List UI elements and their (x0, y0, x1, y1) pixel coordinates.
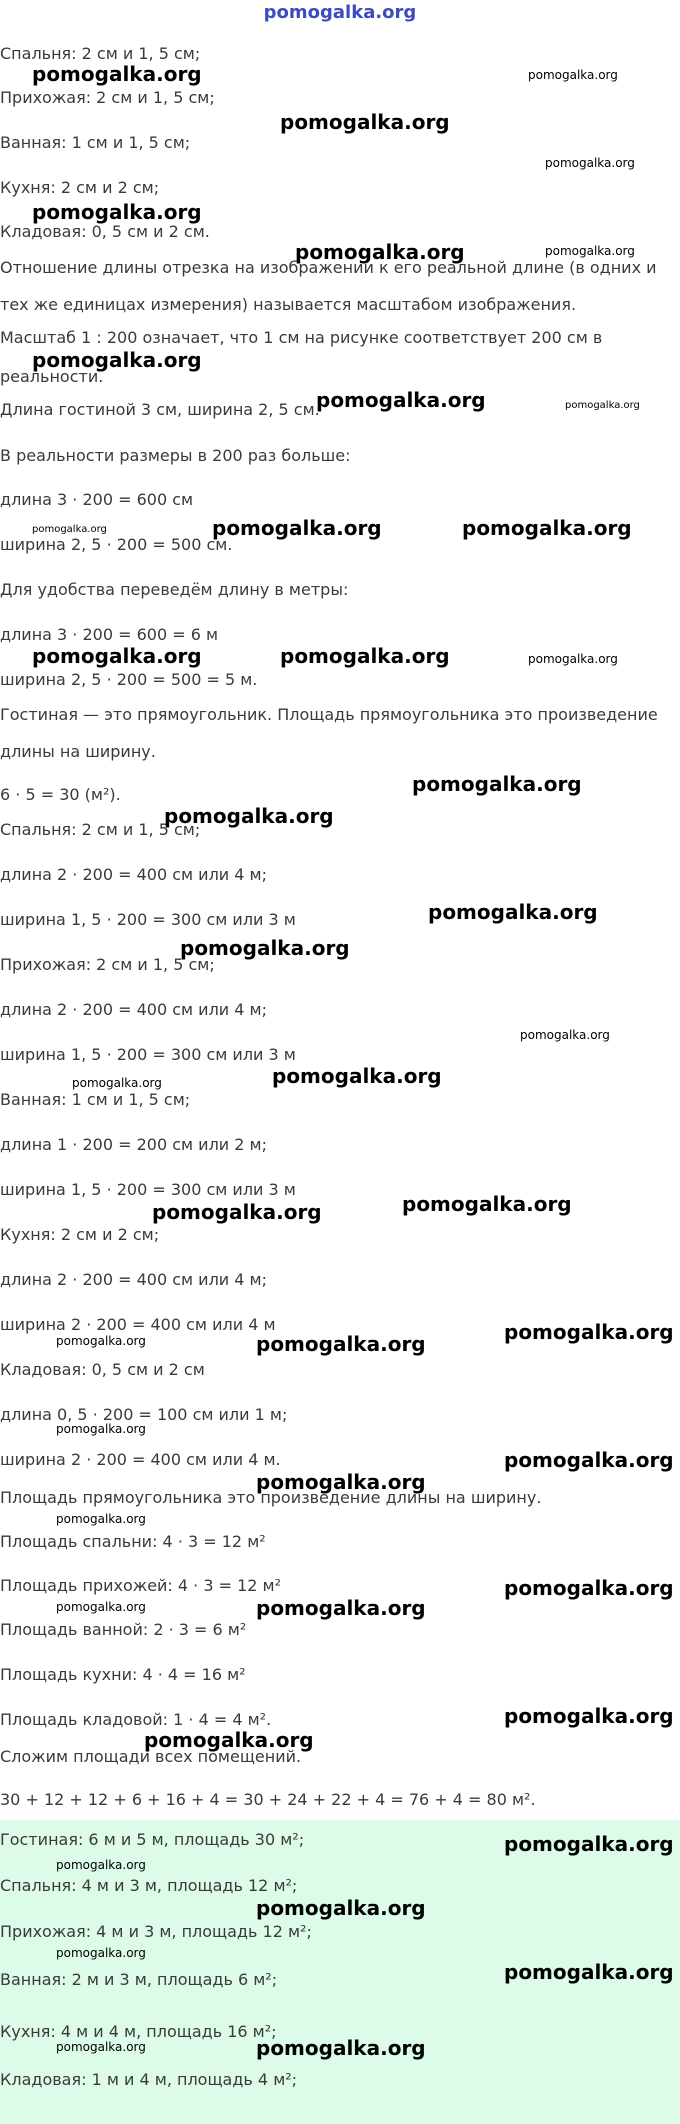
watermark: pomogalka.org (152, 1200, 322, 1224)
text-line: длина 3 · 200 = 600 см (0, 490, 194, 509)
text-line: Площадь кладовой: 1 · 4 = 4 м². (0, 1710, 272, 1729)
watermark: pomogalka.org (504, 1832, 674, 1856)
watermark: pomogalka.org (316, 388, 486, 412)
text-line: 30 + 12 + 12 + 6 + 16 + 4 = 30 + 24 + 22 + 4 = 76 + 4 = 80 м². (0, 1790, 536, 1809)
watermark: pomogalka.org (56, 1334, 146, 1348)
watermark: pomogalka.org (212, 516, 382, 540)
text-line: Спальня: 2 см и 1, 5 см; (0, 44, 201, 63)
watermark: pomogalka.org (412, 772, 582, 796)
text-line: длины на ширину. (0, 742, 156, 761)
text-line: длина 2 · 200 = 400 см или 4 м; (0, 865, 268, 884)
text-line: Кладовая: 0, 5 см и 2 см. (0, 222, 210, 241)
text-line: Гостиная — это прямоугольник. Площадь прямоугольника это произведение (0, 705, 658, 724)
watermark: pomogalka.org (402, 1192, 572, 1216)
text-line: тех же единицах измерения) называется масштабом изображения. (0, 295, 577, 314)
text-line: 6 · 5 = 30 (м²). (0, 785, 121, 804)
text-line: ширина 2 · 200 = 400 см или 4 м (0, 1315, 276, 1334)
answer-line: Кладовая: 1 м и 4 м, площадь 4 м²; (0, 2070, 298, 2089)
text-line: Длина гостиной 3 см, ширина 2, 5 см. (0, 400, 320, 419)
text-line: длина 0, 5 · 200 = 100 см или 1 м; (0, 1405, 288, 1424)
watermark: pomogalka.org (504, 1448, 674, 1472)
text-line: В реальности размеры в 200 раз больше: (0, 446, 351, 465)
text-line: Прихожая: 2 см и 1, 5 см; (0, 955, 215, 974)
watermark: pomogalka.org (164, 804, 334, 828)
watermark: pomogalka.org (56, 1422, 146, 1436)
watermark: pomogalka.org (56, 1512, 146, 1526)
watermark: pomogalka.org (280, 110, 450, 134)
text-line: реальности. (0, 367, 104, 386)
text-line: Площадь ванной: 2 · 3 = 6 м² (0, 1620, 247, 1639)
text-line: длина 1 · 200 = 200 см или 2 м; (0, 1135, 268, 1154)
text-line: Сложим площади всех помещений. (0, 1747, 302, 1766)
watermark: pomogalka.org (545, 156, 635, 170)
text-line: Площадь прихожей: 4 · 3 = 12 м² (0, 1576, 282, 1595)
watermark: pomogalka.org (565, 400, 640, 411)
watermark: pomogalka.org (462, 516, 632, 540)
watermark: pomogalka.org (256, 1596, 426, 1620)
text-line: Площадь прямоугольника это произведение длины на ширину. (0, 1488, 542, 1507)
watermark: pomogalka.org (280, 644, 450, 668)
text-line: ширина 1, 5 · 200 = 300 см или 3 м (0, 1045, 296, 1064)
watermark: pomogalka.org (504, 1960, 674, 1984)
text-line: Площадь кухни: 4 · 4 = 16 м² (0, 1665, 246, 1684)
watermark: pomogalka.org (72, 1076, 162, 1090)
text-line: ширина 2 · 200 = 400 см или 4 м. (0, 1450, 281, 1469)
watermark: pomogalka.org (56, 1600, 146, 1614)
watermark: pomogalka.org (520, 1028, 610, 1042)
text-line: длина 2 · 200 = 400 см или 4 м; (0, 1270, 268, 1289)
text-line: Ванная: 1 см и 1, 5 см; (0, 133, 191, 152)
watermark: pomogalka.org (256, 1896, 426, 1920)
answer-line: Прихожая: 4 м и 3 м, площадь 12 м²; (0, 1922, 312, 1941)
watermark: pomogalka.org (32, 644, 202, 668)
text-line: ширина 1, 5 · 200 = 300 см или 3 м (0, 1180, 296, 1199)
answer-line: Спальня: 4 м и 3 м, площадь 12 м²; (0, 1876, 298, 1895)
site-logo[interactable]: pomogalka.org (263, 2, 417, 23)
watermark: pomogalka.org (180, 936, 350, 960)
watermark: pomogalka.org (56, 1858, 146, 1872)
watermark: pomogalka.org (144, 1728, 314, 1752)
watermark: pomogalka.org (32, 524, 107, 535)
watermark: pomogalka.org (272, 1064, 442, 1088)
text-line: Кухня: 2 см и 2 см; (0, 1225, 160, 1244)
text-line: Площадь спальни: 4 · 3 = 12 м² (0, 1532, 266, 1551)
text-line: Кухня: 2 см и 2 см; (0, 178, 160, 197)
text-line: Для удобства переведём длину в метры: (0, 580, 349, 599)
watermark: pomogalka.org (504, 1320, 674, 1344)
watermark: pomogalka.org (256, 2036, 426, 2060)
text-line: Масштаб 1 : 200 означает, что 1 см на рисунке соответствует 200 см в (0, 328, 603, 347)
watermark: pomogalka.org (56, 2040, 146, 2054)
watermark: pomogalka.org (32, 62, 202, 86)
watermark: pomogalka.org (295, 240, 465, 264)
watermark: pomogalka.org (528, 652, 618, 666)
watermark: pomogalka.org (256, 1332, 426, 1356)
answer-line: Гостиная: 6 м и 5 м, площадь 30 м²; (0, 1830, 305, 1849)
watermark: pomogalka.org (32, 348, 202, 372)
watermark: pomogalka.org (504, 1704, 674, 1728)
text-line: Прихожая: 2 см и 1, 5 см; (0, 88, 215, 107)
text-line: Спальня: 2 см и 1, 5 см; (0, 820, 201, 839)
watermark: pomogalka.org (56, 1946, 146, 1960)
text-line: ширина 2, 5 · 200 = 500 = 5 м. (0, 670, 258, 689)
watermark: pomogalka.org (504, 1576, 674, 1600)
text-line: Ванная: 1 см и 1, 5 см; (0, 1090, 191, 1109)
answer-line: Кухня: 4 м и 4 м, площадь 16 м²; (0, 2022, 277, 2041)
watermark: pomogalka.org (545, 244, 635, 258)
text-line: Отношение длины отрезка на изображении к его реальной длине (в одних и (0, 258, 657, 277)
text-line: длина 2 · 200 = 400 см или 4 м; (0, 1000, 268, 1019)
text-line: длина 3 · 200 = 600 = 6 м (0, 625, 219, 644)
answer-line: Ванная: 2 м и 3 м, площадь 6 м²; (0, 1970, 278, 1989)
watermark: pomogalka.org (428, 900, 598, 924)
text-line: Кладовая: 0, 5 см и 2 см (0, 1360, 205, 1379)
watermark: pomogalka.org (256, 1470, 426, 1494)
text-line: ширина 2, 5 · 200 = 500 см. (0, 535, 233, 554)
text-line: ширина 1, 5 · 200 = 300 см или 3 м (0, 910, 296, 929)
watermark: pomogalka.org (32, 200, 202, 224)
watermark: pomogalka.org (528, 68, 618, 82)
